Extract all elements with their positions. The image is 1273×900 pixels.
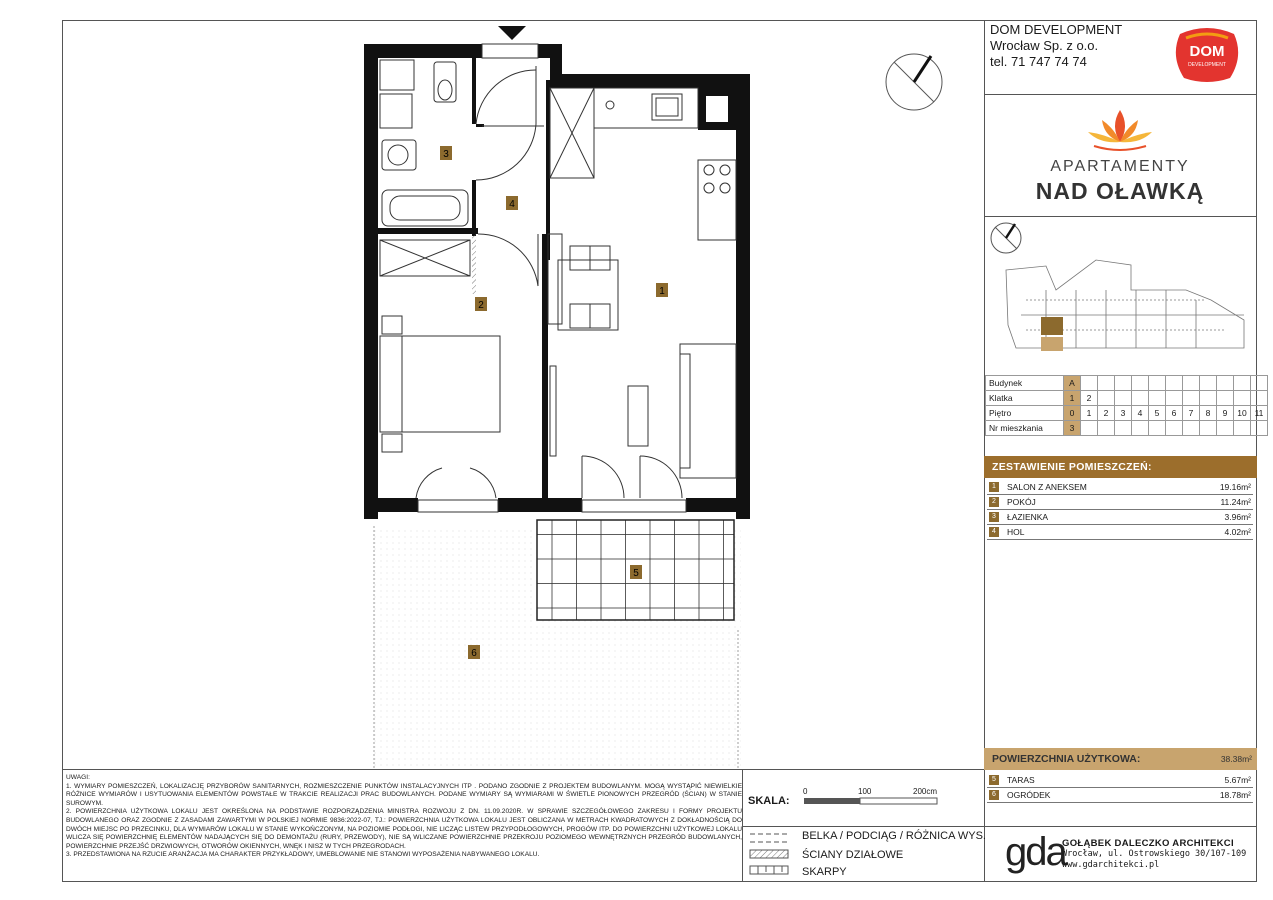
info-cell: [1132, 376, 1149, 391]
room-number: 2: [989, 497, 999, 507]
info-row-label: Piętro: [986, 406, 1064, 421]
room-area: 18.78m²: [1219, 790, 1251, 800]
info-cell: [1166, 376, 1183, 391]
info-cell: 4: [1132, 406, 1149, 421]
company-name: DOM DEVELOPMENT: [990, 22, 1123, 37]
info-cell: 2: [1098, 406, 1115, 421]
hatch-icon: [750, 850, 788, 858]
room-number: 5: [989, 775, 999, 785]
room-name: OGRÓDEK: [1007, 790, 1051, 800]
info-cell: [1183, 421, 1200, 436]
entrance-door: [482, 44, 538, 58]
room-label-1: 1: [659, 286, 665, 297]
legend-beam: BELKA / PODCIĄG / RÓŻNICA WYS.: [802, 830, 986, 842]
info-cell: [1234, 391, 1251, 406]
room-name: HOL: [1007, 527, 1025, 537]
rooms-header: ZESTAWIENIE POMIESZCZEŃ:: [984, 456, 1257, 478]
room-area: 3.96m²: [1224, 512, 1251, 522]
info-row: [986, 421, 1268, 436]
company-phone: tel. 71 747 74 74: [990, 54, 1087, 69]
info-cell: [1251, 376, 1268, 391]
info-cell: [1234, 421, 1251, 436]
info-row: [986, 406, 1268, 421]
logo-dom-text: DOM: [1189, 43, 1225, 60]
notes: [66, 774, 742, 860]
usable-area-label: POWIERZCHNIA UŻYTKOWA:: [992, 753, 1141, 765]
info-row-label: Nr mieszkania: [986, 421, 1064, 436]
scarp-icon: [750, 866, 788, 874]
logo-development-text: DEVELOPMENT: [1188, 62, 1226, 68]
info-cell: 3: [1064, 421, 1081, 436]
info-cell: 6: [1166, 406, 1183, 421]
room-label-4: 4: [509, 199, 515, 210]
room-row: [987, 480, 1253, 495]
entrance-arrow-icon: [498, 26, 526, 40]
info-cell: [1183, 391, 1200, 406]
room-name: ŁAZIENKA: [1007, 512, 1049, 522]
architect-web: www.gdarchitekci.pl: [1062, 860, 1160, 870]
info-cell: [1132, 421, 1149, 436]
info-cell: [1098, 391, 1115, 406]
info-cell: A: [1064, 376, 1081, 391]
exterior-walls: [364, 44, 750, 519]
key-plan: [986, 220, 1254, 370]
legend-icons: [748, 830, 790, 878]
info-cell: [1183, 376, 1200, 391]
info-cell: [1166, 421, 1183, 436]
lotus-logo-icon: [1080, 104, 1160, 154]
info-cell: [1234, 376, 1251, 391]
room-area: 11.24m²: [1220, 497, 1251, 507]
notes-text: UWAGI: 1. WYMIARY POMIESZCZEŃ, LOKALIZACJĘ PRZYBORÓW SANITARNYCH, ROZMIESZCZENIE PUNKTÓW INSTALACYJNYCH ITP . PODANO ZGODNIE Z PROJEKTEM BUDOWLANYM. MOGĄ WYSTĄPIĆ NIEWIELKIE RÓŻNICE WYMIARÓW I USYTUOWANIA ELEMENTÓW POWSTAŁE W TRAKCIE REALIZACJI PRAC BUDOWLANYCH. PODANE WYMIARY SĄ WYMIARAMI W ŚWIETLE PIONOWYCH PRZEGRÓD (ŚCIAN) W STANIE SUROWYM. 2. POWIERZCHNIA UŻYTKOWA LOKALU JEST OKREŚLONA NA PODSTAWIE ROZPORZĄDZENIA MINISTRA ROZWOJU Z DN. 11.09.2020R. W SPRAWIE SZCZEGÓŁOWEGO ZAKRESU I FORMY PROJEKTU BUDOWLANEGO ORAZ ZGODNIE Z ZASADAMI ZAWARTYMI W POLSKIEJ NORMIE 9836:2022-07, TJ.: POWIERZCHNIA UŻYTKOWA LOKALU JEST OBLICZANA W METRACH KWADRATOWYCH Z DOKŁADNOŚCIĄ DO DWÓCH MIEJSC PO PRZECINKU, DLA WYMIARÓW LOKALU W STANIE WYKOŃCZONYM, NA POZIOMIE PODŁOGI, NIE LICZĄC LISTEW PRZYPODŁOGOWYCH, PROGÓW ITP. DO POWIERZCHNI UŻYTKOWEJ LOKALU WLICZA SIĘ POWIERZCHNIĘ ELEMENTÓW NADAJĄCYCH SIĘ DO DEMONTAŻU (RURY, PRZEWODY), NIE SĄ WLICZANE POWIERZCHNIE PRZEKROJU POZIOMEGO WEWNĘTRZNYCH PRZEGRÓD BUDOWLANYCH, POWIERZCHNIE PRZEJŚĆ DRZWIOWYCH, OTWORÓW OKIENNYCH, WNĘK I NISZ W TYCH PRZEGRODACH. 3. PRZEDSTAWIONA NA RZUCIE ARANŻACJA MA CHARAKTER PRZYKŁADOWY, UMEBLOWANIE NIE STANOWI WYPOSAŻENIA NABYWANEGO LOKALU.: [66, 774, 742, 859]
room-number: 3: [989, 512, 999, 522]
info-cell: [1115, 421, 1132, 436]
room-name: TARAS: [1007, 775, 1035, 785]
architect-info: [1062, 838, 1246, 871]
info-cell: [1200, 421, 1217, 436]
room-area: 5.67m²: [1224, 775, 1251, 785]
room-number: 6: [989, 790, 999, 800]
scale-label: SKALA:: [748, 795, 790, 807]
compass-icon: [886, 54, 942, 110]
legend-partition-walls: ŚCIANY DZIAŁOWE: [802, 849, 904, 861]
info-cell: [1115, 376, 1132, 391]
room-area: 19.16m²: [1219, 482, 1251, 492]
info-row: [986, 391, 1268, 406]
divider: [742, 826, 1257, 827]
room-label-6: 6: [471, 648, 477, 659]
room-number: 4: [989, 527, 999, 537]
balcony-door: [582, 500, 686, 512]
info-cell: [1251, 421, 1268, 436]
info-cell: [1081, 376, 1098, 391]
info-cell: 1: [1081, 406, 1098, 421]
info-cell: [1149, 421, 1166, 436]
info-cell: 1: [1064, 391, 1081, 406]
info-cell: 3: [1115, 406, 1132, 421]
info-cell: [1217, 421, 1234, 436]
usable-area-row: [984, 748, 1257, 770]
info-cell: [1217, 391, 1234, 406]
info-cell: [1200, 376, 1217, 391]
info-cell: 10: [1234, 406, 1251, 421]
architect-address: Wrocław, ul. Ostrowskiego 30/107-109: [1062, 849, 1247, 859]
room-row: [987, 788, 1253, 803]
info-cell: 9: [1217, 406, 1234, 421]
info-cell: [1166, 391, 1183, 406]
living-furniture: [380, 234, 736, 478]
room-row: [987, 510, 1253, 525]
info-cell: 11: [1251, 406, 1268, 421]
project-brand: [984, 96, 1256, 216]
scale-tick-100: 100: [858, 787, 872, 796]
info-row-label: Budynek: [986, 376, 1064, 391]
room-row: [987, 773, 1253, 788]
bathroom-fixtures: [380, 60, 470, 276]
info-cell: 7: [1183, 406, 1200, 421]
room-row: [987, 495, 1253, 510]
brand-line2: NAD OŁAWKĄ: [1035, 178, 1205, 204]
info-cell: [1149, 391, 1166, 406]
key-compass-icon: [991, 223, 1021, 253]
dashed-line-icon: [750, 834, 788, 842]
info-cell: 2: [1081, 391, 1098, 406]
window: [418, 500, 498, 512]
room-label-3: 3: [443, 149, 449, 160]
info-cell: [1217, 376, 1234, 391]
room-label-5: 5: [633, 568, 639, 579]
usable-area-value: 38.38m²: [1220, 754, 1252, 764]
room-name: POKÓJ: [1007, 497, 1036, 507]
info-cell: [1098, 376, 1115, 391]
room-area: 4.02m²: [1224, 527, 1251, 537]
info-cell: [1115, 391, 1132, 406]
room-name: SALON Z ANEKSEM: [1007, 482, 1087, 492]
scale-tick-200: 200cm: [913, 787, 938, 796]
architect-logo: gda: [1005, 830, 1066, 874]
info-cell: [1132, 391, 1149, 406]
info-cell: [1098, 421, 1115, 436]
info-row-label: Klatka: [986, 391, 1064, 406]
scale-tick-0: 0: [803, 787, 808, 796]
info-cell: [1251, 391, 1268, 406]
dom-development-logo: [1172, 26, 1242, 82]
scale-bar: [804, 797, 938, 805]
brand-line1: APARTAMENTY: [1050, 158, 1190, 175]
info-row: [986, 376, 1268, 391]
architect-name: GOŁĄBEK DALECZKO ARCHITEKCI: [1062, 838, 1234, 849]
info-cell: [1081, 421, 1098, 436]
room-row: [987, 525, 1253, 540]
floor-plan: [62, 20, 984, 769]
company-city: Wrocław Sp. z o.o.: [990, 38, 1099, 53]
room-label-2: 2: [478, 300, 484, 311]
divider: [984, 216, 1257, 217]
location-table: [985, 375, 1268, 436]
info-cell: [1200, 391, 1217, 406]
info-cell: 5: [1149, 406, 1166, 421]
legend-scarps: SKARPY: [802, 866, 847, 878]
info-cell: 8: [1200, 406, 1217, 421]
company-info: [990, 22, 1122, 70]
divider: [984, 94, 1257, 95]
room-number: 1: [989, 482, 999, 492]
info-cell: 0: [1064, 406, 1081, 421]
info-cell: [1149, 376, 1166, 391]
